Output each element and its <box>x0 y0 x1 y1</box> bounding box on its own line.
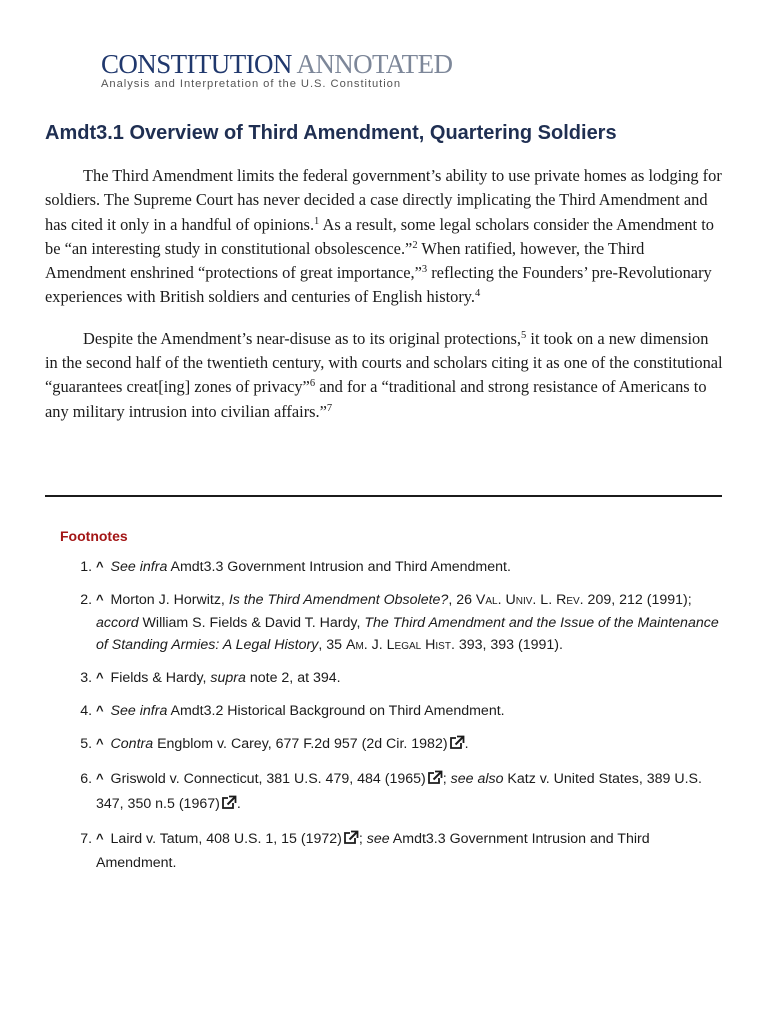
footnote-item: 3. ^ Fields & Hardy, supra note 2, at 394. <box>96 667 720 690</box>
footnote-ref-2[interactable]: 2 <box>412 239 418 251</box>
paragraph-2: Despite the Amendment’s near-disuse as to its original protections,$^5$ it took on a new dimension in the second half of the twentieth century, with courts and scholars citing it as one of the constitutional “guarantees creat[ing] zones of privacy”$^6$ and for a “traditional and strong resistance of Americans to any military intrusion into civilian affairs.”$^7$ <box>45 328 723 421</box>
caret-up-icon[interactable]: ^ <box>96 703 104 718</box>
footnote-item: 4. ^ See infra Amdt3.2 Historical Background on Third Amendment. <box>96 700 720 723</box>
footnote-item: 1. ^ See infra Amdt3.3 Government Intrusion and Third Amendment. <box>96 556 720 579</box>
footnote-item: 5. ^ Contra Engblom v. Carey, 677 F.2d 957 (2d Cir. 1982) . <box>96 733 720 758</box>
external-link-icon[interactable] <box>449 735 465 758</box>
caret-up-icon[interactable]: ^ <box>96 670 104 685</box>
site-logo[interactable] <box>101 50 452 90</box>
footnote-ref-5[interactable]: 5 <box>521 329 527 341</box>
caret-up-icon[interactable]: ^ <box>96 559 104 574</box>
footnote-ref-3[interactable]: 3 <box>421 264 428 276</box>
footnote-item: 6. ^ Griswold v. Connecticut, 381 U.S. 479, 484 (1965) ; see also Katz v. United States, 389 U.S. 347, 350 n.5 (1967) . <box>96 768 720 817</box>
caret-up-icon[interactable]: ^ <box>96 592 104 607</box>
logo-title[interactable]: CONSTITUTION ANNOTATED <box>101 49 453 79</box>
footnote-ref-1[interactable]: 1 <box>314 215 320 227</box>
caret-up-icon[interactable]: ^ <box>96 736 104 751</box>
footnote-ref-4[interactable]: 4 <box>475 288 481 300</box>
external-link-icon[interactable] <box>427 770 443 793</box>
footnote-link[interactable]: Amdt3.3 Government Intrusion and Third Amendment. <box>167 559 511 575</box>
logo-subtitle: Analysis and Interpretation of the U.S. Constitution <box>101 78 402 90</box>
external-link-icon[interactable] <box>343 830 359 853</box>
caret-up-icon[interactable]: ^ <box>96 771 104 786</box>
caret-up-icon[interactable]: ^ <box>96 830 104 846</box>
external-link-icon[interactable] <box>221 795 237 818</box>
page-title: Amdt3.1 Overview of Third Amendment, Quartering Soldiers <box>45 122 617 144</box>
footnote-link[interactable]: Amdt3.3 Government Intrusion and Third Amendment. <box>96 830 650 871</box>
footnote-list <box>60 556 720 875</box>
footnotes-section <box>60 528 720 885</box>
footnote-ref-6[interactable]: 6 <box>309 378 316 390</box>
case-link[interactable]: Griswold v. Connecticut, 381 U.S. 479, 484 (1965) <box>110 771 426 787</box>
footnotes-heading: Footnotes <box>60 528 128 544</box>
case-link[interactable]: Engblom v. Carey, 677 F.2d 957 (2d Cir. 1982) <box>153 736 448 752</box>
paragraph-1: The Third Amendment limits the federal government’s ability to use private homes as lodging for soldiers. The Supreme Court has never decided a case directly implicating the Third Amendment and has cited it only in a handful of opinions.$^1$ As a result, some legal scholars consider the Amendment to be “an interesting study in constitutional obsolescence.”$^2$ When ratified, however, the Third Amendment enshrined “protections of great importance,”$^3$ reflecting the Founders’ pre-Revolutionary experiences with British soldiers and centuries of English history.$^4$ <box>45 166 722 307</box>
footnote-ref-7[interactable]: 7 <box>326 402 333 414</box>
case-link[interactable]: Katz v. United States, 389 U.S. 347, 350 n.5 (1967) <box>96 771 702 812</box>
footnote-link[interactable]: Amdt3.2 Historical Background on Third Amendment. <box>167 703 505 719</box>
footnote-item: 2. ^ Morton J. Horwitz, Is the Third Amendment Obsolete?, 26 Val. Univ. L. Rev. 209, 212 (1991); accord William S. Fields & David T. Hardy, The Third Amendment and the Issue of the Maintenance of Standing Armies: A Legal History, 35 Am. J. Legal Hist. 393, 393 (1991). <box>96 589 720 657</box>
essay-body <box>45 164 725 441</box>
section-divider <box>45 495 722 497</box>
case-link[interactable]: Laird v. Tatum, 408 U.S. 1, 15 (1972) <box>110 830 342 847</box>
footnote-item: 7. ^ Laird v. Tatum, 408 U.S. 1, 15 (1972) ; see Amdt3.3 Government Intrusion and Third Amendment. <box>96 828 720 875</box>
